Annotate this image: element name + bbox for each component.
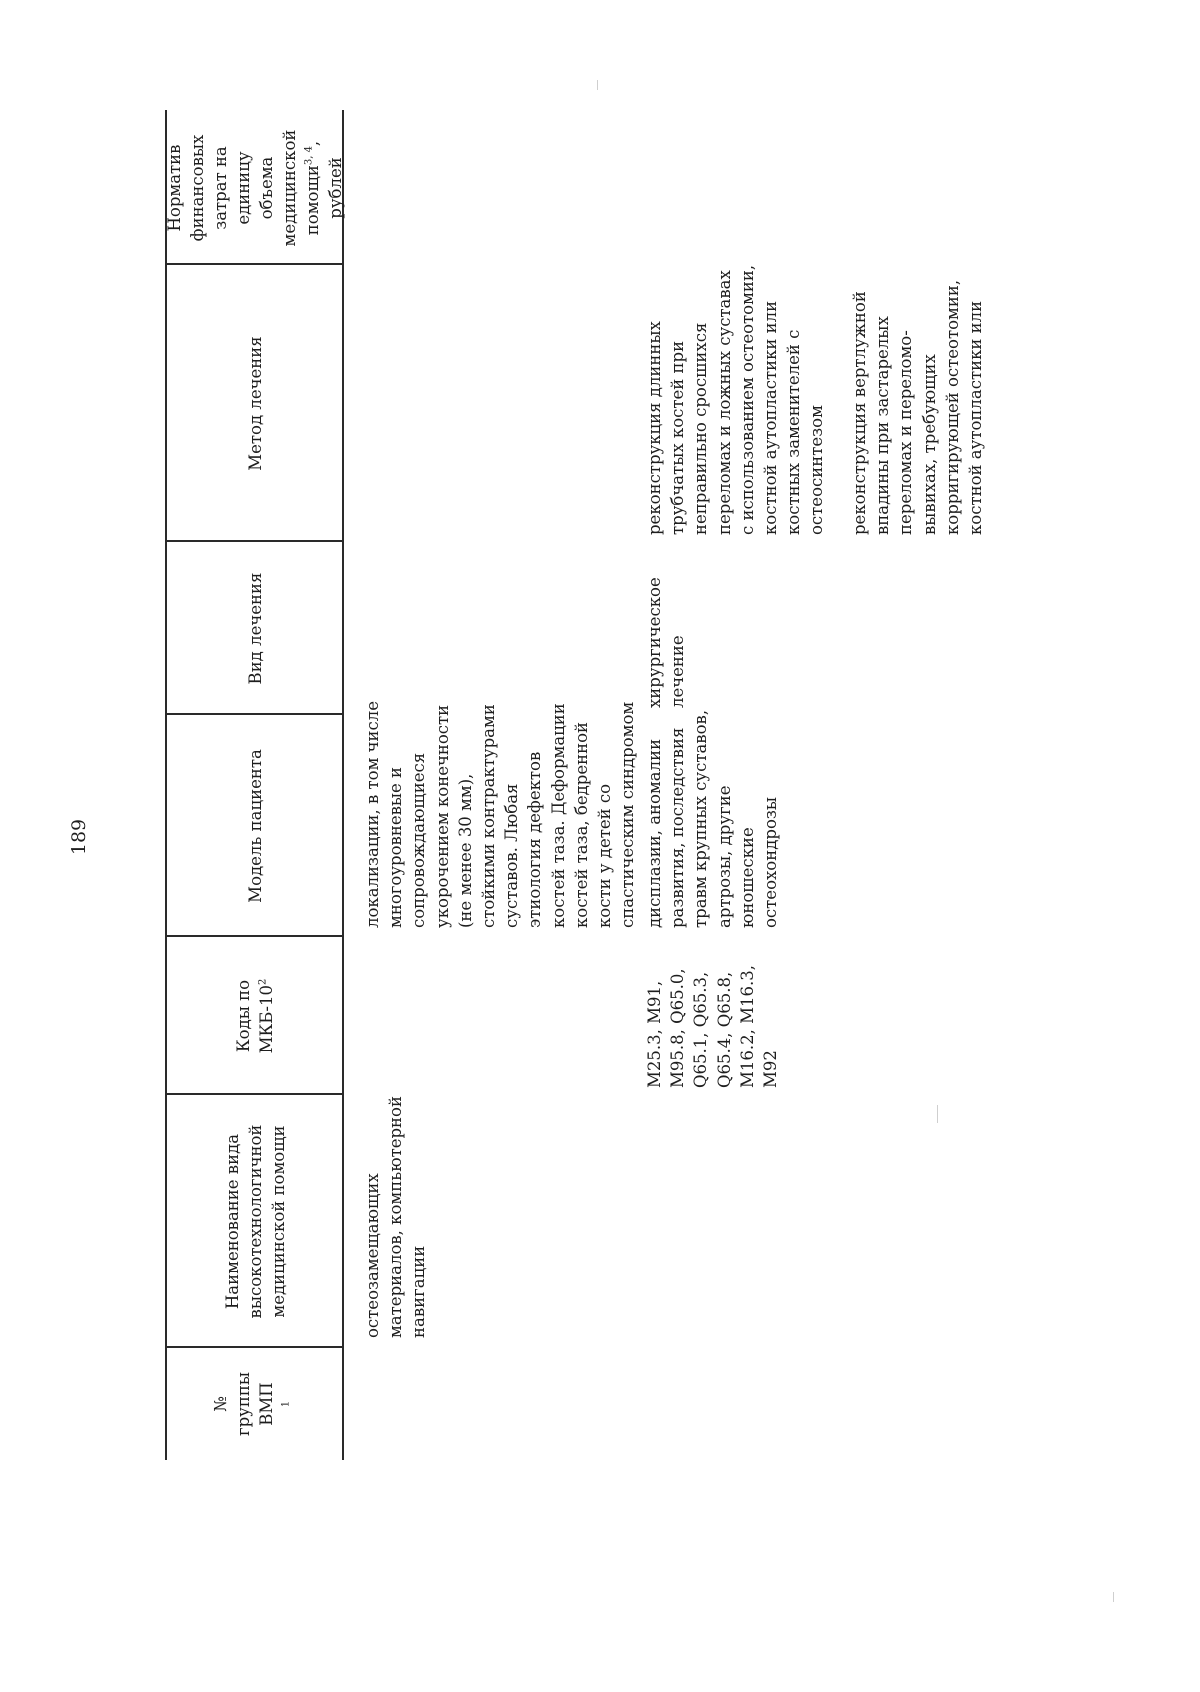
header-cost-norm: Норматив финансовых затрат на единицу объема медицинской помощи$^{3, 4}$, рублей (165, 129, 345, 247)
header-treatment-method: Метод лечения (245, 336, 265, 471)
column-divider (165, 936, 344, 938)
scan-mark (937, 1105, 938, 1123)
treatment-type-cell: хирургическое лечение (645, 577, 688, 708)
scan-mark (597, 80, 598, 90)
scan-mark (1113, 1592, 1114, 1602)
column-divider (165, 1347, 344, 1349)
column-divider (165, 541, 344, 543)
vmp-name-continued: остеозамещающих материалов, компьютерной навигации (363, 1096, 429, 1338)
header-patient-model: Модель пациента (245, 749, 265, 903)
table-top-rule (165, 110, 167, 1460)
patient-model-cell: дисплазии, аномалии развития, последствия травм крупных суставов, артрозы, другие юношеские остеохондрозы (645, 709, 781, 928)
header-group-no: № группы ВМП $^1$ (211, 1371, 292, 1437)
header-treatment-type: Вид лечения (245, 572, 265, 685)
rotated-table (165, 129, 986, 1460)
header-bottom-rule (342, 110, 344, 1460)
column-divider (165, 714, 344, 716)
page-number: 189 (68, 818, 90, 856)
column-divider (165, 264, 344, 266)
icd-codes-cell: M25.3, M91, M95.8, Q65.0, Q65.1, Q65.3, Q65.4, Q65.8, M16.2, M16.3, M92 (645, 964, 781, 1088)
patient-model-continued: локализации, в том числе многоуровневые и сопровождающиеся укорочением конечности (не менее 30 мм), стойкими контрактурами суставов. Любая этиология дефектов костей таза. Деформации костей таза, бедренной кости у детей со спастическим синдромом (363, 700, 638, 928)
header-icd-codes: Коды по МКБ-$10^2$ (234, 978, 276, 1054)
header-vmp-name: Наименование вида высокотехнологичной медицинской помощи (222, 1124, 288, 1319)
treatment-method-cell-2: реконструкция вертлужной впадины при застарелых переломах и переломо- вывихах, требующих корригирующей остеотомии, костной аутопластики или (850, 279, 986, 535)
treatment-method-cell-1: реконструкция длинных трубчатых костей при неправильно сросшихся переломах и ложных суставах с использованием остеотомии, костной аутопластики или костных заменителей с остеосинтезом (645, 264, 827, 535)
column-divider (165, 1094, 344, 1096)
